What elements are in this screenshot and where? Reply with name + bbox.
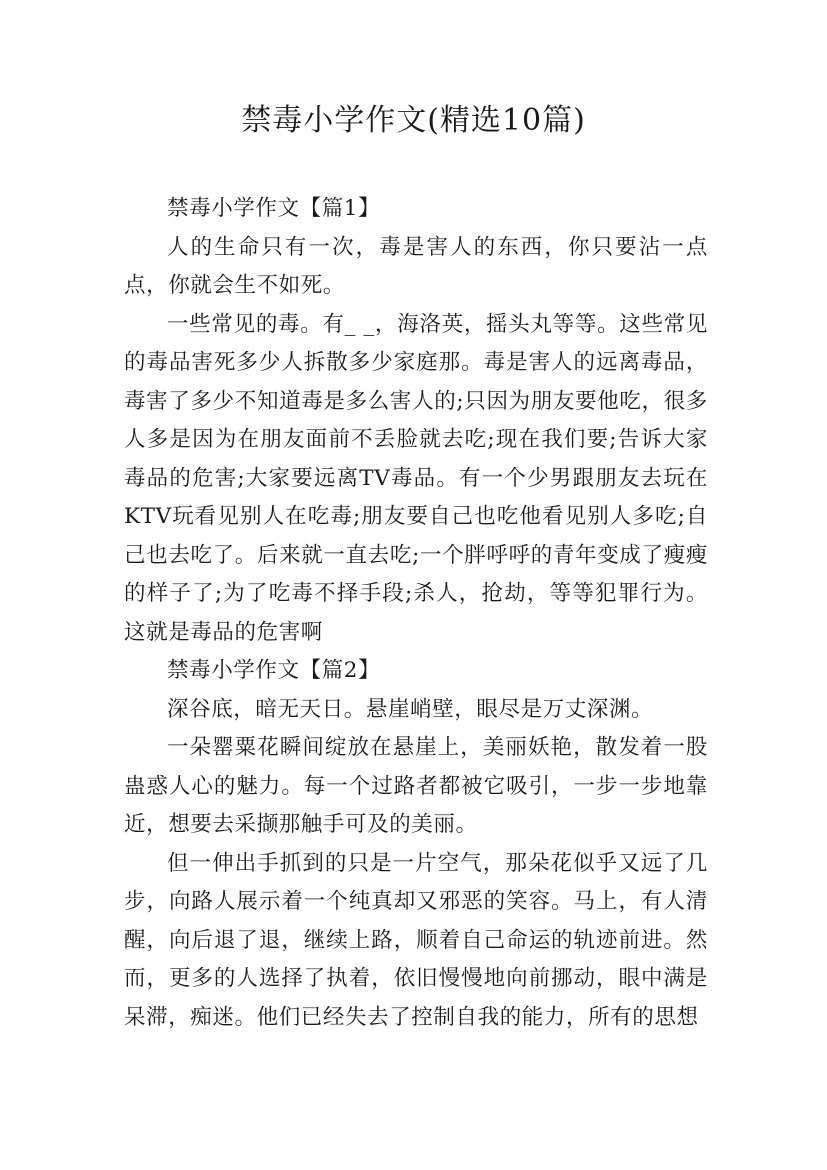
section-heading-2: 禁毒小学作文【篇2】 — [167, 658, 381, 683]
section-heading-1: 禁毒小学作文【篇1】 — [167, 196, 381, 221]
paragraph: 一朵罂粟花瞬间绽放在悬崖上，美丽妖艳，散发着一股蛊惑人心的魅力。每一个过路者都被它吸引，一步一步地靠近，想要去采撷那触手可及的美丽。 — [124, 735, 708, 837]
document-title: 禁毒小学作文(精选10篇) — [241, 103, 586, 138]
paragraph: 人的生命只有一次，毒是害人的东西，你只要沾一点点，你就会生不如死。 — [124, 234, 708, 298]
paragraph: 深谷底，暗无天日。悬崖峭壁，眼尽是万丈深渊。 — [167, 696, 654, 722]
paragraph: 一些常见的毒。有_ _，海洛英，摇头丸等等。这些常见的毒品害死多少人拆散多少家庭那。毒是害人的远离毒品，毒害了多少不知道毒是多么害人的;只因为朋友要他吃，很多人多是因为在朋友面前不丢脸就去吃;现在我们要;告诉大家毒品的危害;大家要远离TV毒品。有一个少男跟朋友去玩在KTV玩看见别人在吃毒;朋友要自己也吃他看见别人多吃;自己也去吃了。后来就一直去吃;一个胖呼呼的青年变成了瘦瘦的样子了;为了吃毒不择手段;杀人，抢劫，等等犯罪行为。这就是毒品的危害啊 — [124, 311, 708, 645]
paragraph: 但一伸出手抓到的只是一片空气，那朵花似乎又远了几步，向路人展示着一个纯真却又邪恶的笑容。马上，有人清醒，向后退了退，继续上路，顺着自己命运的轨迹前进。然而，更多的人选择了执着，依旧慢慢地向前挪动，眼中满是呆滞，痴迷。他们已经失去了控制自我的能力，所有的思想 — [124, 850, 708, 1030]
document-body — [124, 190, 708, 1037]
